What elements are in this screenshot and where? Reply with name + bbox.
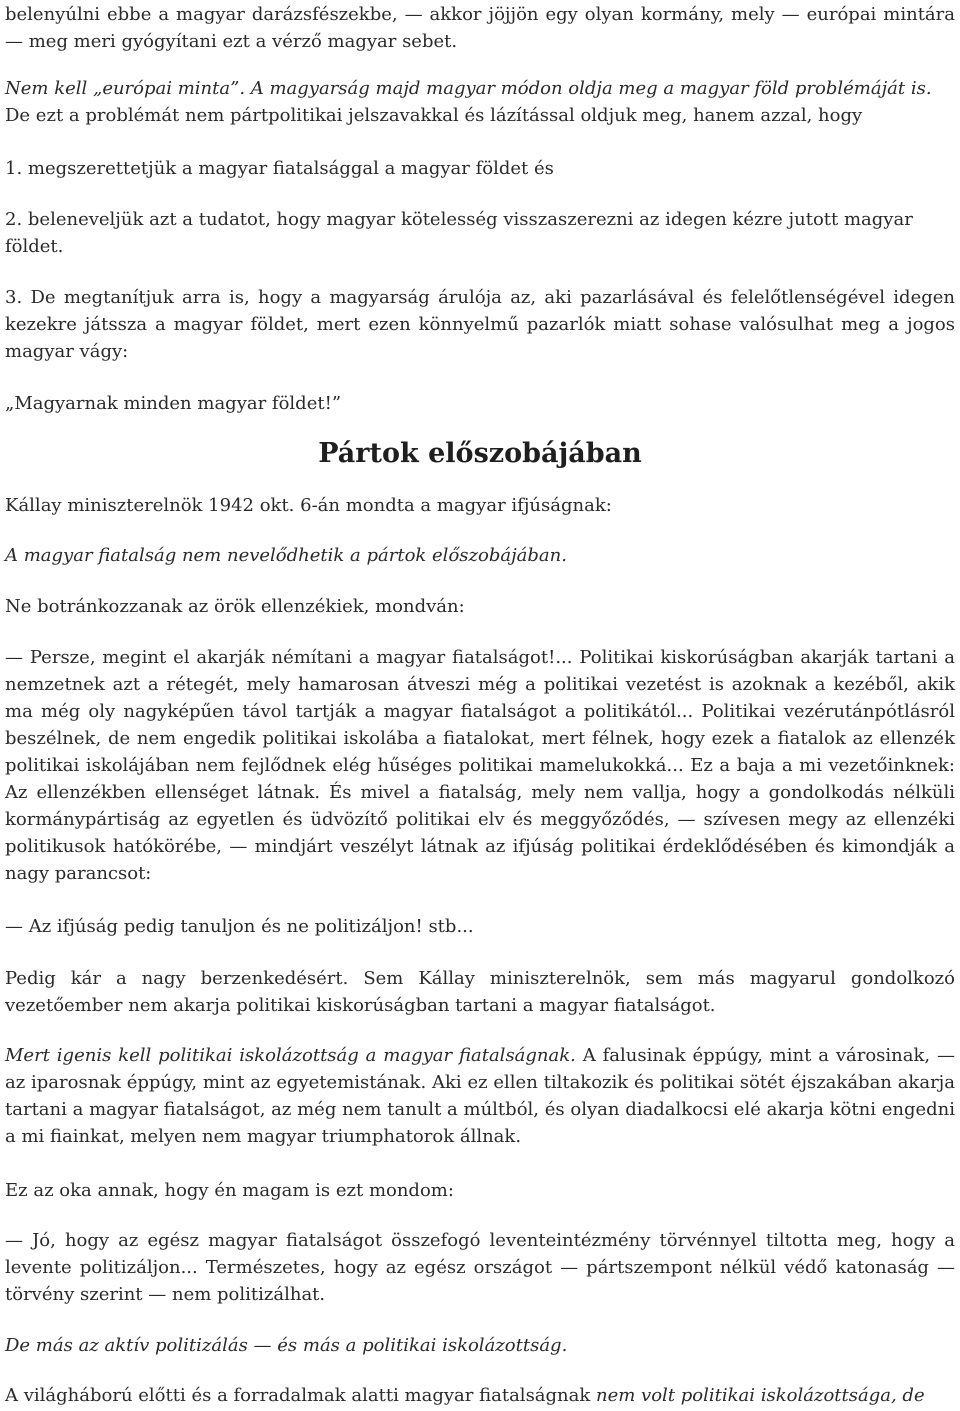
paragraph-12 [5, 1332, 955, 1359]
paragraph-2-text: De ezt a problémát nem pártpolitikai jelszavakkal és lázítással oldjuk meg, hanem azzal, hogy [5, 105, 863, 126]
paragraph-9-text: A falusinak éppúgy, mint a városinak, — az iparosnak éppúgy, mint az egyetemistának. Aki ez ellen tiltakozik és politikai sötét éjszakában akarja tartani a magyar fiatalságot, az még nem tanult a múltból, és olyan diadalkocsi elé akarja kötni engedni a mi fiainkat, melyen nem magyar triumphatorok állnak. [5, 1045, 955, 1147]
paragraph-10: Ez az oka annak, hogy én magam is ezt mondom: [5, 1180, 454, 1201]
section-heading: Pártok előszobájában [318, 438, 642, 469]
list-item-1: 1. megszerettetjük a magyar fiatalsággal a magyar földet és [5, 158, 554, 179]
paragraph-9 [5, 1042, 955, 1150]
paragraph-4-italic: A magyar fiatalság nem nevelődhetik a pártok előszobájában. [5, 545, 567, 566]
quote-slogan: „Magyarnak minden magyar földet!” [5, 393, 342, 414]
paragraph-2-italic: Nem kell „európai minta”. A magyarság majd magyar módon oldja meg a magyar föld problémáját is. [5, 78, 932, 99]
paragraph-4 [5, 542, 955, 569]
paragraph-11: — Jó, hogy az egész magyar fiatalságot összefogó leventeintézmény törvénnyel tiltotta meg, hogy a levente politizáljon... Természetes, hogy az egész országot — pártszempont nélkül védő katonaság — törvény szerint — nem politizálhat. [5, 1230, 955, 1305]
paragraph-8: Pedig kár a nagy berzenkedésért. Sem Kállay miniszterelnök, sem más magyarul gondolkozó vezetőember nem akarja politikai kiskorúságban tartani a magyar fiatalságot. [5, 968, 955, 1016]
paragraph-13-italic: nem volt politikai iskolázottsága, de [596, 1385, 925, 1406]
paragraph-13 [5, 1382, 955, 1409]
paragraph-13-text: A világháború előtti és a forradalmak alatti magyar fiatalságnak [5, 1385, 597, 1406]
paragraph-6: — Persze, megint el akarják némítani a magyar fiatalságot!... Politikai kiskorúságban akarják tartani a nemzetnek azt a rétegét, mely hamarosan átveszi még a politikai vezetést is azoknak a kezéből, akik ma még oly nagyképűen távol tartják a magyar fiatalságot a politikától... Politikai vezérutánpótlásról beszélnek, de nem engedik politikai iskolába a fiatalokat, mert félnek, hogy ezek a fiatalok az ellenzék politikai iskolájában nem fejlődnek elég hűséges politikai mamelukokká... Ez a baja a mi vezetőinknek: Az ellenzékben ellenséget látnak. És mivel a fiatalság, mely nem vallja, hogy a gondolkodás nélküli kormánypártiság az egyetlen és üdvözítő politikai elv és meggyőződés, — szívesen megy az ellenzéki politikusok hatókörébe, — mindjárt veszélyt látnak az ifjúság politikai érdeklődésében és kimondják a nagy parancsot: [5, 647, 955, 884]
paragraph-9-italic: Mert igenis kell politikai iskolázottság a magyar fiatalságnak. [5, 1045, 576, 1066]
paragraph-12-italic: De más az aktív politizálás — és más a politikai iskolázottság. [5, 1335, 568, 1356]
paragraph-7: — Az ifjúság pedig tanuljon és ne politizáljon! stb... [5, 916, 474, 937]
paragraph-1: belenyúlni ebbe a magyar darázsfészekbe, — akkor jöjjön egy olyan kormány, mely — európai mintára — meg meri gyógyítani ezt a vérző magyar sebet. [5, 4, 955, 52]
list-item-3: 3. De megtanítjuk arra is, hogy a magyarság árulója az, aki pazarlásával és felelőtlenségével idegen kezekre játssza a magyar földet, mert ezen könnyelmű pazarlók miatt sohase valósulhat meg a jogos magyar vágy: [5, 287, 955, 362]
list-item-2: 2. beleneveljük azt a tudatot, hogy magyar kötelesség visszaszerezni az idegen kézre jutott magyar földet. [5, 209, 913, 257]
paragraph-3: Kállay miniszterelnök 1942 okt. 6-án mondta a magyar ifjúságnak: [5, 495, 612, 516]
paragraph-5: Ne botránkozzanak az örök ellenzékiek, mondván: [5, 596, 465, 617]
paragraph-2 [5, 75, 955, 129]
